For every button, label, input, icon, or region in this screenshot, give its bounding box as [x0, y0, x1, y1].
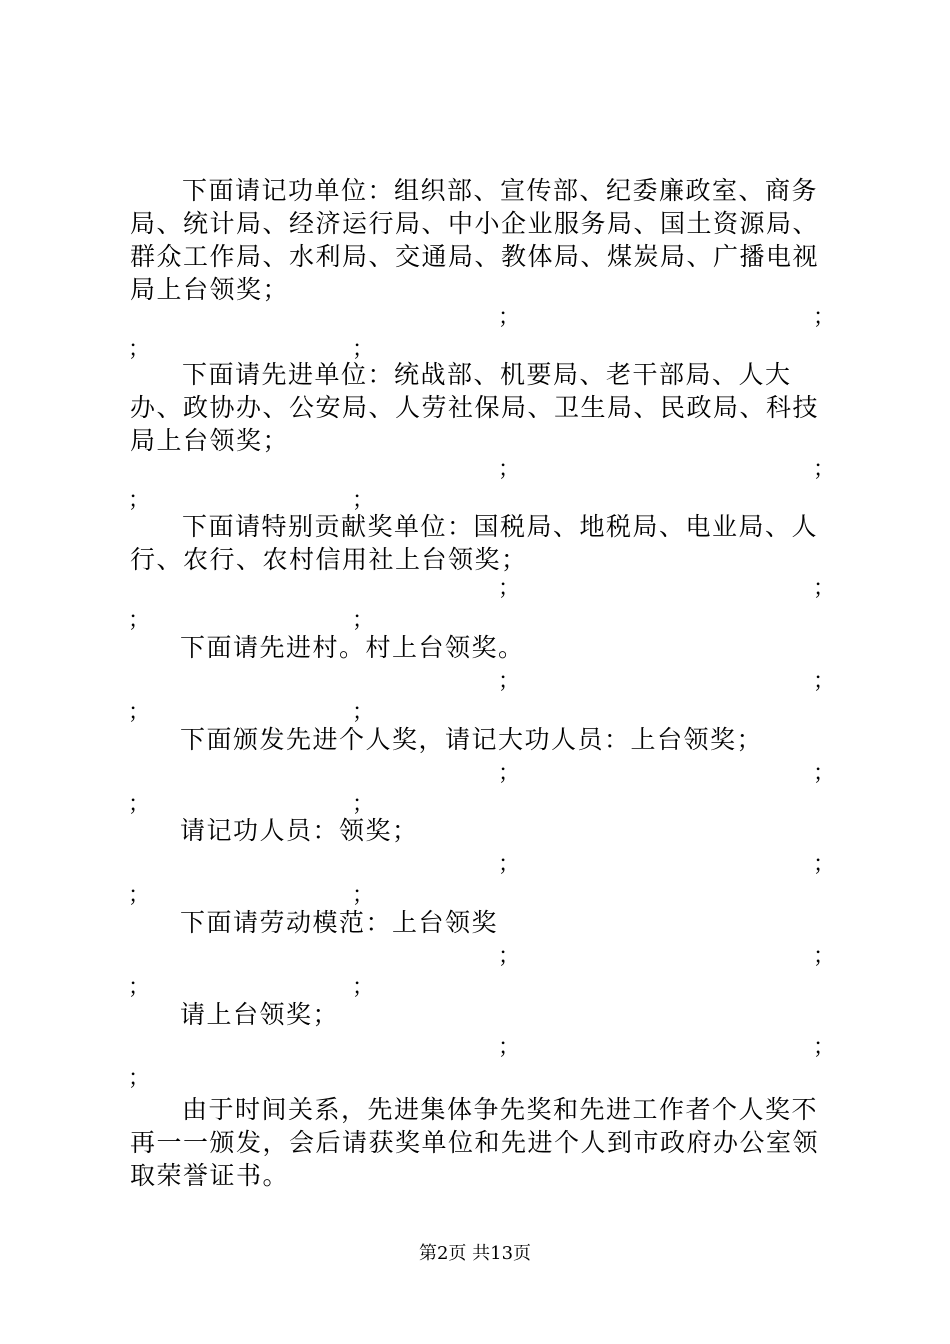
- separator-mark: ；: [128, 792, 151, 817]
- separator-mark: ；: [498, 457, 521, 482]
- separator-mark: ；: [352, 337, 375, 362]
- paragraph-advanced-units: 下面请先进单位：统战部、机要局、老干部局、人大办、政协办、公安局、人劳社保局、卫生局、民政局、科技局上台领奖；: [130, 360, 820, 455]
- separator-mark: ；: [352, 608, 375, 633]
- separator-mark: ；: [813, 1035, 836, 1060]
- separator-mark: ；: [498, 576, 521, 601]
- page-number-footer: 第2页 共13页: [418, 1243, 532, 1264]
- paragraph-labor-models: 下面请劳动模范：上台领奖: [180, 908, 499, 937]
- separator-mark: ；: [813, 852, 836, 877]
- separator-mark: ；: [813, 305, 836, 330]
- separator-mark: ；: [128, 488, 151, 513]
- separator-mark: ；: [352, 700, 375, 725]
- separator-mark: ；: [128, 337, 151, 362]
- paragraph-please-receive-award: 请上台领奖；: [180, 1000, 340, 1029]
- separator-mark: ；: [352, 883, 375, 908]
- separator-mark: ；: [498, 305, 521, 330]
- separator-mark: ；: [813, 576, 836, 601]
- separator-mark: ；: [128, 700, 151, 725]
- separator-mark: ；: [352, 792, 375, 817]
- separator-mark: ；: [128, 608, 151, 633]
- separator-mark: ；: [498, 944, 521, 969]
- separator-mark: ；: [498, 852, 521, 877]
- separator-mark: ；: [498, 1035, 521, 1060]
- separator-mark: ；: [813, 669, 836, 694]
- separator-mark: ；: [352, 975, 375, 1000]
- separator-mark: ；: [498, 761, 521, 786]
- separator-mark: ；: [813, 944, 836, 969]
- paragraph-individual-awards: 下面颁发先进个人奖，请记大功人员：上台领奖；: [180, 725, 764, 754]
- paragraph-special-contribution-units: 下面请特别贡献奖单位：国税局、地税局、电业局、人行、农行、农村信用社上台领奖；: [130, 512, 819, 574]
- separator-mark: ；: [813, 761, 836, 786]
- paragraph-advanced-villages: 下面请先进村。村上台领奖。: [180, 633, 525, 662]
- separator-mark: ；: [813, 457, 836, 482]
- paragraph-merit-personnel: 请记功人员：领奖；: [180, 816, 419, 845]
- paragraph-closing-note: 由于时间关系，先进集体争先奖和先进工作者个人奖不再一一颁发，会后请获奖单位和先进个人到市政府办公室领取荣誉证书。: [130, 1095, 820, 1190]
- separator-mark: ；: [128, 975, 151, 1000]
- separator-mark: ；: [352, 488, 375, 513]
- paragraph-merit-units: 下面请记功单位：组织部、宣传部、纪委廉政室、商务局、统计局、经济运行局、中小企业服务局、国土资源局、群众工作局、水利局、交通局、教体局、煤炭局、广播电视局上台领奖；: [130, 176, 820, 304]
- separator-mark: ；: [128, 1066, 151, 1091]
- separator-mark: ；: [498, 669, 521, 694]
- separator-mark: ；: [128, 883, 151, 908]
